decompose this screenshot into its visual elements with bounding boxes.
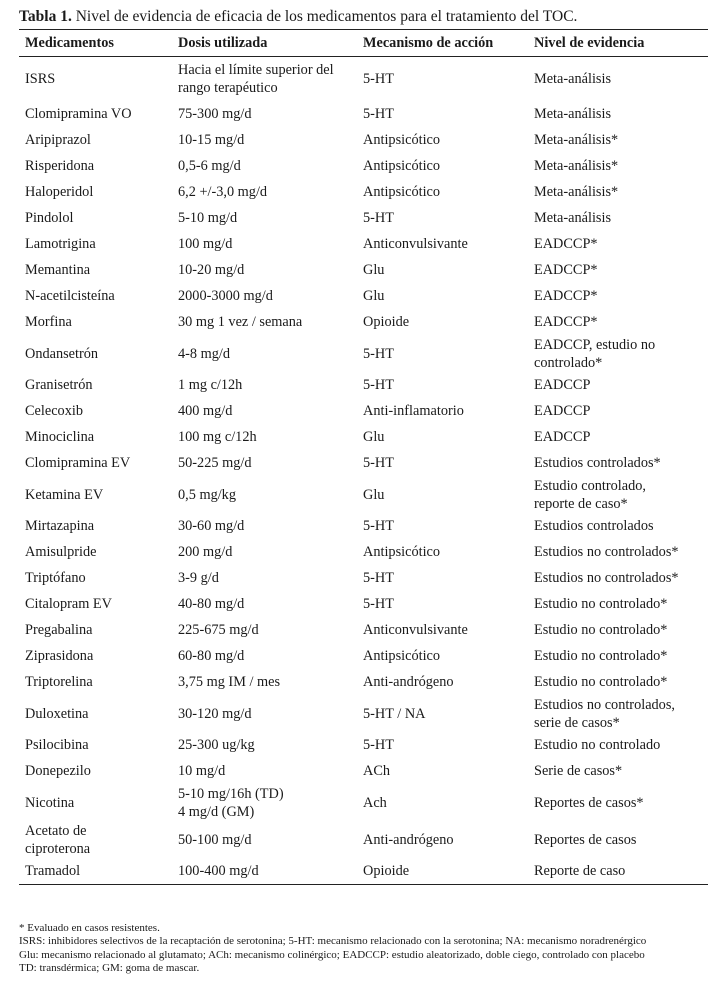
cell-evidencia: [528, 257, 708, 283]
cell-medicamento: [19, 539, 172, 565]
cell-evidencia-line: EADCCP*: [534, 314, 598, 330]
cell-evidencia-line: EADCCP: [534, 429, 591, 445]
cell-dosis: [172, 758, 357, 784]
cell-evidencia: [528, 784, 708, 821]
cell-medicamento: [19, 617, 172, 643]
cell-medicamento-line: ISRS: [25, 71, 56, 87]
cell-mecanismo: [357, 127, 528, 153]
cell-medicamento: [19, 57, 172, 102]
cell-medicamento-line: ciproterona: [25, 840, 91, 857]
cell-medicamento: [19, 565, 172, 591]
table-row: [19, 257, 708, 283]
cell-medicamento: [19, 205, 172, 231]
cell-medicamento-line: Clomipramina VO: [25, 106, 132, 122]
cell-evidencia-line: Estudio no controlado*: [534, 596, 668, 612]
header-evidencia: Nivel de evidencia: [528, 30, 708, 57]
cell-dosis: [172, 205, 357, 231]
cell-evidencia-line: serie de casos*: [534, 714, 620, 731]
cell-evidencia-line: Meta-análisis*: [534, 158, 619, 174]
cell-mecanismo-line: Antipsicótico: [363, 184, 441, 200]
cell-mecanismo: [357, 695, 528, 732]
cell-evidencia-line: EADCCP: [534, 403, 591, 419]
cell-mecanismo: [357, 283, 528, 309]
cell-medicamento: [19, 821, 172, 858]
cell-medicamento-line: Haloperidol: [25, 184, 94, 200]
footnote-abbrev-2: Glu: mecanismo relacionado al glutamato; ACh: mecanismo colinérgico; EADCCP: estudio aleatorizado, doble ciego, controlado con placebo: [19, 948, 645, 961]
table-row: [19, 821, 708, 858]
cell-evidencia-line: Reportes de casos: [534, 831, 637, 848]
cell-mecanismo-line: 5-HT: [363, 377, 394, 393]
cell-medicamento-line: Risperidona: [25, 158, 95, 174]
header-dosis: Dosis utilizada: [172, 30, 357, 57]
cell-dosis-line: 200 mg/d: [178, 544, 233, 560]
header-mecanismo: Mecanismo de acción: [357, 30, 528, 57]
cell-mecanismo: [357, 335, 528, 372]
cell-dosis: [172, 398, 357, 424]
cell-evidencia: [528, 179, 708, 205]
cell-dosis: [172, 101, 357, 127]
table-row: [19, 283, 708, 309]
table-row: [19, 398, 708, 424]
cell-evidencia-line: Meta-análisis: [534, 210, 612, 226]
cell-evidencia: [528, 513, 708, 539]
cell-medicamento: [19, 424, 172, 450]
cell-evidencia: [528, 231, 708, 257]
cell-mecanismo-line: Anti-andrógeno: [363, 831, 454, 848]
cell-evidencia: [528, 205, 708, 231]
cell-medicamento: [19, 231, 172, 257]
cell-dosis-line: 400 mg/d: [178, 403, 233, 419]
cell-evidencia: [528, 398, 708, 424]
cell-medicamento-line: Pindolol: [25, 210, 74, 226]
cell-dosis-line: 60-80 mg/d: [178, 648, 245, 664]
cell-medicamento: [19, 669, 172, 695]
table-row: [19, 335, 708, 372]
cell-evidencia-line: Reporte de caso: [534, 863, 626, 879]
cell-mecanismo: [357, 539, 528, 565]
cell-evidencia: [528, 309, 708, 335]
cell-mecanismo: [357, 372, 528, 398]
cell-medicamento: [19, 695, 172, 732]
cell-dosis: [172, 57, 357, 102]
cell-mecanismo: [357, 205, 528, 231]
cell-evidencia: [528, 153, 708, 179]
cell-mecanismo-line: 5-HT / NA: [363, 705, 426, 722]
cell-mecanismo: [357, 643, 528, 669]
table-row: [19, 127, 708, 153]
cell-evidencia: [528, 335, 708, 372]
cell-mecanismo: [357, 398, 528, 424]
cell-mecanismo-line: Anti-andrógeno: [363, 674, 454, 690]
cell-dosis: [172, 858, 357, 885]
cell-dosis-line: 50-100 mg/d: [178, 831, 252, 848]
cell-evidencia-line: EADCCP, estudio no: [534, 336, 656, 353]
cell-dosis-line: 225-675 mg/d: [178, 622, 259, 638]
cell-medicamento-line: Ziprasidona: [25, 648, 94, 664]
cell-medicamento-line: Triptófano: [25, 570, 86, 586]
cell-dosis-line: 100 mg c/12h: [178, 429, 257, 445]
cell-dosis-line: 4-8 mg/d: [178, 345, 231, 362]
cell-medicamento-line: Celecoxib: [25, 403, 83, 419]
cell-evidencia-line: EADCCP*: [534, 288, 598, 304]
cell-mecanismo-line: 5-HT: [363, 570, 394, 586]
cell-medicamento: [19, 732, 172, 758]
cell-evidencia: [528, 476, 708, 513]
cell-dosis: [172, 450, 357, 476]
cell-dosis: [172, 127, 357, 153]
table-row: [19, 153, 708, 179]
cell-evidencia-line: Meta-análisis: [534, 106, 612, 122]
cell-evidencia: [528, 127, 708, 153]
cell-evidencia-line: Estudios controlados*: [534, 455, 661, 471]
footnote-abbrev-1: ISRS: inhibidores selectivos de la recaptación de serotonina; 5-HT: mecanismo relacionado con la serotonina; NA: mecanismo noradrenérgico: [19, 935, 647, 948]
cell-dosis: [172, 309, 357, 335]
cell-dosis-line: 75-300 mg/d: [178, 106, 252, 122]
table-row: [19, 858, 708, 885]
cell-evidencia-line: Estudios no controlados,: [534, 696, 675, 713]
cell-dosis: [172, 231, 357, 257]
cell-mecanismo: [357, 57, 528, 102]
cell-dosis: [172, 372, 357, 398]
cell-dosis: [172, 513, 357, 539]
cell-mecanismo: [357, 565, 528, 591]
cell-dosis-line: 0,5-6 mg/d: [178, 158, 241, 174]
cell-mecanismo-line: Glu: [363, 262, 385, 278]
cell-evidencia-line: Estudios no controlados*: [534, 570, 679, 586]
cell-mecanismo: [357, 476, 528, 513]
cell-dosis: [172, 591, 357, 617]
cell-mecanismo-line: Glu: [363, 288, 385, 304]
cell-dosis: [172, 669, 357, 695]
table-row: [19, 309, 708, 335]
cell-evidencia: [528, 821, 708, 858]
cell-evidencia-line: Estudio no controlado: [534, 737, 661, 753]
cell-dosis-line: 10-15 mg/d: [178, 132, 245, 148]
cell-mecanismo-line: Anti-inflamatorio: [363, 403, 464, 419]
cell-mecanismo-line: ACh: [363, 763, 391, 779]
table-row: [19, 231, 708, 257]
cell-medicamento: [19, 153, 172, 179]
cell-medicamento: [19, 643, 172, 669]
cell-evidencia: [528, 424, 708, 450]
table-row: [19, 565, 708, 591]
cell-dosis: [172, 565, 357, 591]
cell-evidencia-line: Meta-análisis*: [534, 132, 619, 148]
cell-dosis-line: 10-20 mg/d: [178, 262, 245, 278]
cell-medicamento-line: Aripiprazol: [25, 132, 91, 148]
cell-medicamento-line: Duloxetina: [25, 705, 89, 722]
cell-evidencia-line: EADCCP*: [534, 236, 598, 252]
cell-mecanismo: [357, 424, 528, 450]
cell-dosis-line: 3-9 g/d: [178, 570, 219, 586]
cell-medicamento-line: Morfina: [25, 314, 72, 330]
cell-evidencia: [528, 669, 708, 695]
cell-mecanismo-line: Antipsicótico: [363, 132, 441, 148]
cell-dosis-line: 50-225 mg/d: [178, 455, 252, 471]
cell-dosis: [172, 179, 357, 205]
cell-evidencia: [528, 643, 708, 669]
cell-dosis: [172, 695, 357, 732]
cell-mecanismo-line: Glu: [363, 486, 385, 503]
cell-medicamento-line: Nicotina: [25, 794, 75, 811]
cell-dosis-line: 30-120 mg/d: [178, 705, 252, 722]
cell-mecanismo-line: 5-HT: [363, 106, 394, 122]
cell-medicamento: [19, 858, 172, 885]
cell-dosis-line: rango terapéutico: [178, 80, 278, 96]
cell-dosis-line: 5-10 mg/d: [178, 210, 238, 226]
cell-mecanismo: [357, 858, 528, 885]
cell-medicamento-line: Amisulpride: [25, 544, 97, 560]
cell-medicamento: [19, 127, 172, 153]
cell-dosis: [172, 732, 357, 758]
cell-medicamento: [19, 179, 172, 205]
cell-mecanismo-line: 5-HT: [363, 71, 394, 87]
cell-mecanismo: [357, 231, 528, 257]
table-header-row: [19, 30, 708, 57]
cell-dosis-line: 1 mg c/12h: [178, 377, 243, 393]
cell-medicamento-line: Triptorelina: [25, 674, 93, 690]
cell-mecanismo-line: 5-HT: [363, 455, 394, 471]
cell-dosis-line: 100 mg/d: [178, 236, 233, 252]
cell-evidencia: [528, 565, 708, 591]
table-row: [19, 476, 708, 513]
cell-mecanismo-line: 5-HT: [363, 210, 394, 226]
cell-evidencia: [528, 758, 708, 784]
cell-evidencia-line: EADCCP: [534, 377, 591, 393]
cell-mecanismo-line: Antipsicótico: [363, 544, 441, 560]
cell-medicamento: [19, 513, 172, 539]
table-row: [19, 695, 708, 732]
cell-dosis-line: 25-300 ug/kg: [178, 737, 255, 753]
cell-dosis: [172, 335, 357, 372]
cell-mecanismo-line: Opioide: [363, 863, 410, 879]
cell-medicamento: [19, 758, 172, 784]
cell-mecanismo-line: 5-HT: [363, 518, 394, 534]
table-row: [19, 372, 708, 398]
cell-medicamento-line: Tramadol: [25, 863, 81, 879]
cell-evidencia-line: Estudio no controlado*: [534, 622, 668, 638]
cell-evidencia-line: Reportes de casos*: [534, 794, 644, 811]
cell-mecanismo: [357, 450, 528, 476]
cell-dosis-line: 6,2 +/-3,0 mg/d: [178, 184, 268, 200]
cell-dosis: [172, 784, 357, 821]
cell-evidencia-line: Meta-análisis: [534, 71, 612, 87]
cell-medicamento: [19, 476, 172, 513]
cell-dosis-line: 100-400 mg/d: [178, 863, 259, 879]
cell-medicamento: [19, 335, 172, 372]
cell-dosis-line: 4 mg/d (GM): [178, 803, 255, 820]
cell-medicamento-line: Acetato de: [25, 822, 87, 839]
cell-medicamento-line: Clomipramina EV: [25, 455, 131, 471]
footnote-abbrev-3: TD: transdérmica; GM: goma de mascar.: [19, 961, 200, 974]
cell-mecanismo-line: 5-HT: [363, 345, 394, 362]
cell-evidencia-line: reporte de caso*: [534, 495, 628, 512]
table-row: [19, 424, 708, 450]
table-row: [19, 101, 708, 127]
table-row: [19, 617, 708, 643]
cell-evidencia-line: controlado*: [534, 354, 603, 371]
cell-dosis-line: 10 mg/d: [178, 763, 226, 779]
cell-mecanismo: [357, 513, 528, 539]
cell-medicamento: [19, 450, 172, 476]
cell-evidencia: [528, 591, 708, 617]
cell-mecanismo: [357, 669, 528, 695]
caption-text: Nivel de evidencia de eficacia de los medicamentos para el tratamiento del TOC.: [71, 8, 578, 25]
cell-mecanismo: [357, 784, 528, 821]
cell-dosis-line: Hacia el límite superior del: [178, 62, 334, 78]
cell-dosis-line: 2000-3000 mg/d: [178, 288, 273, 304]
cell-mecanismo: [357, 179, 528, 205]
cell-medicamento-line: Donepezilo: [25, 763, 91, 779]
cell-evidencia: [528, 617, 708, 643]
cell-medicamento: [19, 784, 172, 821]
table-caption: [19, 8, 699, 26]
table-row: [19, 513, 708, 539]
table-row: [19, 179, 708, 205]
cell-medicamento-line: Pregabalina: [25, 622, 93, 638]
table-row: [19, 643, 708, 669]
cell-dosis: [172, 617, 357, 643]
cell-evidencia-line: Estudio controlado,: [534, 477, 646, 494]
footnotes: [19, 922, 708, 975]
cell-mecanismo-line: Glu: [363, 429, 385, 445]
cell-medicamento-line: Lamotrigina: [25, 236, 96, 252]
cell-medicamento: [19, 591, 172, 617]
cell-medicamento: [19, 372, 172, 398]
cell-dosis-line: 40-80 mg/d: [178, 596, 245, 612]
table-row: [19, 732, 708, 758]
cell-dosis: [172, 153, 357, 179]
cell-evidencia-line: Meta-análisis*: [534, 184, 619, 200]
cell-dosis: [172, 283, 357, 309]
cell-evidencia: [528, 372, 708, 398]
cell-dosis: [172, 643, 357, 669]
cell-evidencia-line: Estudio no controlado*: [534, 648, 668, 664]
cell-evidencia: [528, 283, 708, 309]
table-row: [19, 57, 708, 102]
caption-label: Tabla 1.: [19, 8, 72, 25]
cell-medicamento: [19, 257, 172, 283]
cell-medicamento-line: Ondansetrón: [25, 345, 99, 362]
cell-mecanismo-line: Anticonvulsivante: [363, 622, 468, 638]
cell-evidencia: [528, 101, 708, 127]
table-row: [19, 539, 708, 565]
cell-medicamento-line: Citalopram EV: [25, 596, 112, 612]
cell-medicamento-line: Psilocibina: [25, 737, 89, 753]
cell-dosis-line: 0,5 mg/kg: [178, 486, 236, 503]
table-row: [19, 669, 708, 695]
table-row: [19, 450, 708, 476]
table-row: [19, 591, 708, 617]
cell-mecanismo: [357, 732, 528, 758]
cell-evidencia-line: Estudios controlados: [534, 518, 654, 534]
cell-medicamento-line: Memantina: [25, 262, 91, 278]
table-row: [19, 784, 708, 821]
cell-dosis: [172, 257, 357, 283]
table-body: [19, 57, 708, 885]
cell-mecanismo-line: Antipsicótico: [363, 648, 441, 664]
cell-medicamento: [19, 283, 172, 309]
cell-mecanismo-line: 5-HT: [363, 596, 394, 612]
footnote-resistant: * Evaluado en casos resistentes.: [19, 922, 160, 934]
cell-medicamento-line: Granisetrón: [25, 377, 93, 393]
cell-dosis-line: 3,75 mg IM / mes: [178, 674, 281, 690]
cell-mecanismo: [357, 617, 528, 643]
cell-dosis: [172, 424, 357, 450]
cell-medicamento-line: Ketamina EV: [25, 486, 104, 503]
cell-dosis: [172, 539, 357, 565]
cell-medicamento: [19, 398, 172, 424]
cell-medicamento-line: N-acetilcisteína: [25, 288, 115, 304]
cell-dosis: [172, 821, 357, 858]
cell-mecanismo-line: Ach: [363, 794, 387, 811]
cell-mecanismo: [357, 821, 528, 858]
cell-mecanismo: [357, 153, 528, 179]
cell-evidencia: [528, 858, 708, 885]
cell-mecanismo-line: Anticonvulsivante: [363, 236, 468, 252]
cell-evidencia-line: Serie de casos*: [534, 763, 623, 779]
cell-evidencia: [528, 57, 708, 102]
cell-medicamento: [19, 101, 172, 127]
cell-evidencia-line: Estudios no controlados*: [534, 544, 679, 560]
cell-mecanismo-line: Opioide: [363, 314, 410, 330]
cell-mecanismo: [357, 309, 528, 335]
cell-medicamento: [19, 309, 172, 335]
cell-medicamento-line: Mirtazapina: [25, 518, 95, 534]
cell-evidencia: [528, 695, 708, 732]
cell-dosis-line: 30-60 mg/d: [178, 518, 245, 534]
cell-mecanismo: [357, 758, 528, 784]
cell-dosis: [172, 476, 357, 513]
evidence-table: [19, 29, 708, 885]
cell-mecanismo: [357, 101, 528, 127]
cell-dosis-line: 30 mg 1 vez / semana: [178, 314, 303, 330]
cell-evidencia: [528, 539, 708, 565]
cell-mecanismo: [357, 591, 528, 617]
header-medicamentos: Medicamentos: [19, 30, 172, 57]
cell-evidencia: [528, 450, 708, 476]
table-row: [19, 758, 708, 784]
cell-evidencia: [528, 732, 708, 758]
table-row: [19, 205, 708, 231]
cell-medicamento-line: Minociclina: [25, 429, 95, 445]
cell-mecanismo: [357, 257, 528, 283]
cell-evidencia-line: Estudio no controlado*: [534, 674, 668, 690]
cell-evidencia-line: EADCCP*: [534, 262, 598, 278]
cell-mecanismo-line: 5-HT: [363, 737, 394, 753]
cell-dosis-line: 5-10 mg/16h (TD): [178, 785, 284, 802]
cell-mecanismo-line: Antipsicótico: [363, 158, 441, 174]
